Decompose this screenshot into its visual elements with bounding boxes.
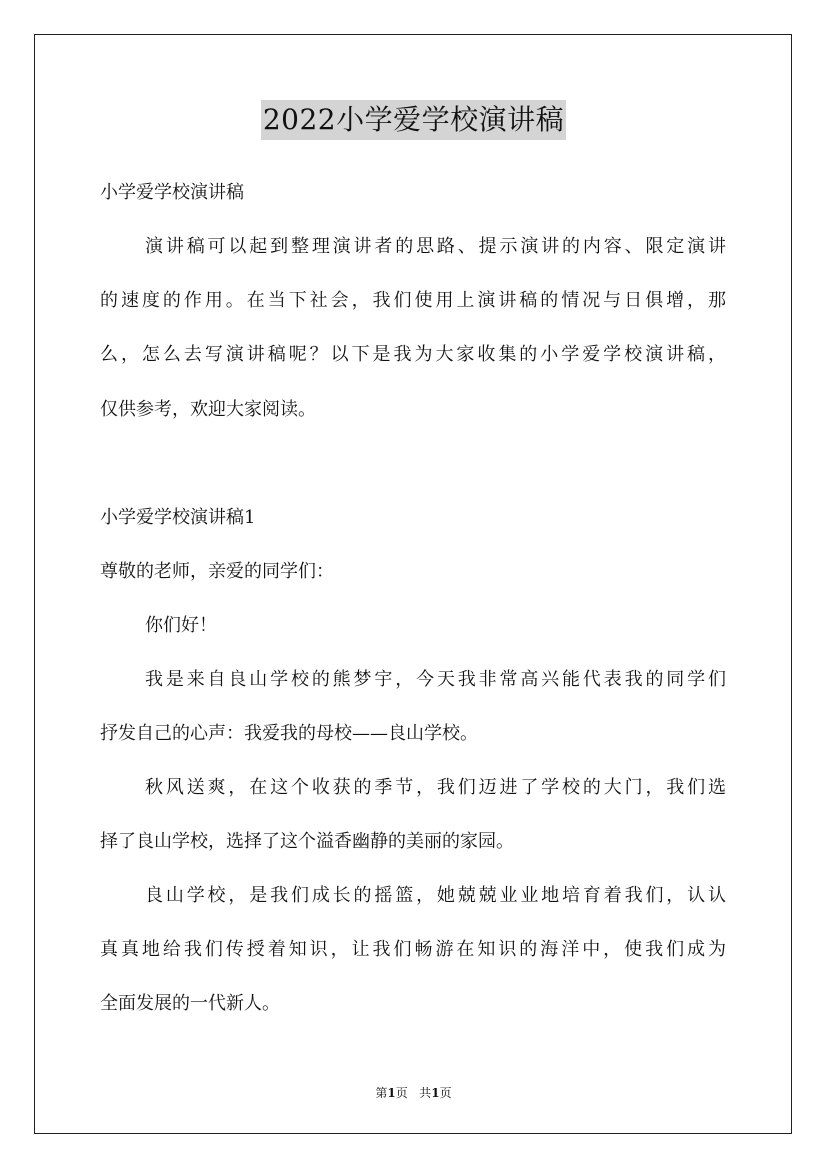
total-pages: 1 bbox=[431, 1086, 440, 1100]
title-container bbox=[0, 100, 827, 140]
page-number: 1 bbox=[387, 1086, 396, 1100]
body-line-1: 我是来自良山学校的熊梦宇，今天我非常高兴能代表我的同学们 bbox=[145, 669, 726, 690]
intro-line-3: 么，怎么去写演讲稿呢？以下是我为大家收集的小学爱学校演讲稿， bbox=[100, 344, 726, 365]
intro-line-4: 仅供参考，欢迎大家阅读。 bbox=[100, 399, 316, 420]
document-title: 2022小学爱学校演讲稿 bbox=[261, 100, 566, 140]
section-heading: 小学爱学校演讲稿1 bbox=[100, 507, 256, 528]
salutation: 尊敬的老师，亲爱的同学们： bbox=[100, 561, 334, 582]
subtitle: 小学爱学校演讲稿 bbox=[100, 182, 244, 203]
body-line-7: 全面发展的一代新人。 bbox=[100, 993, 280, 1014]
greeting: 你们好！ bbox=[145, 615, 217, 636]
body-line-6: 真真地给我们传授着知识，让我们畅游在知识的海洋中，使我们成为 bbox=[100, 939, 726, 960]
page-footer bbox=[0, 1085, 827, 1101]
intro-line-1: 演讲稿可以起到整理演讲者的思路、提示演讲的内容、限定演讲 bbox=[145, 236, 726, 257]
body-line-2: 抒发自己的心声：我爱我的母校——良山学校。 bbox=[100, 723, 478, 744]
total-suffix: 页 bbox=[439, 1086, 452, 1100]
body-line-4: 择了良山学校，选择了这个溢香幽静的美丽的家园。 bbox=[100, 831, 514, 852]
page-prefix: 第 bbox=[375, 1086, 388, 1100]
intro-line-2: 的速度的作用。在当下社会，我们使用上演讲稿的情况与日俱增，那 bbox=[100, 290, 726, 311]
total-prefix: 共 bbox=[419, 1086, 432, 1100]
body-line-5: 良山学校，是我们成长的摇篮，她兢兢业业地培育着我们，认认 bbox=[145, 885, 726, 906]
page-suffix: 页 bbox=[395, 1086, 408, 1100]
body-line-3: 秋风送爽，在这个收获的季节，我们迈进了学校的大门，我们选 bbox=[145, 777, 726, 798]
